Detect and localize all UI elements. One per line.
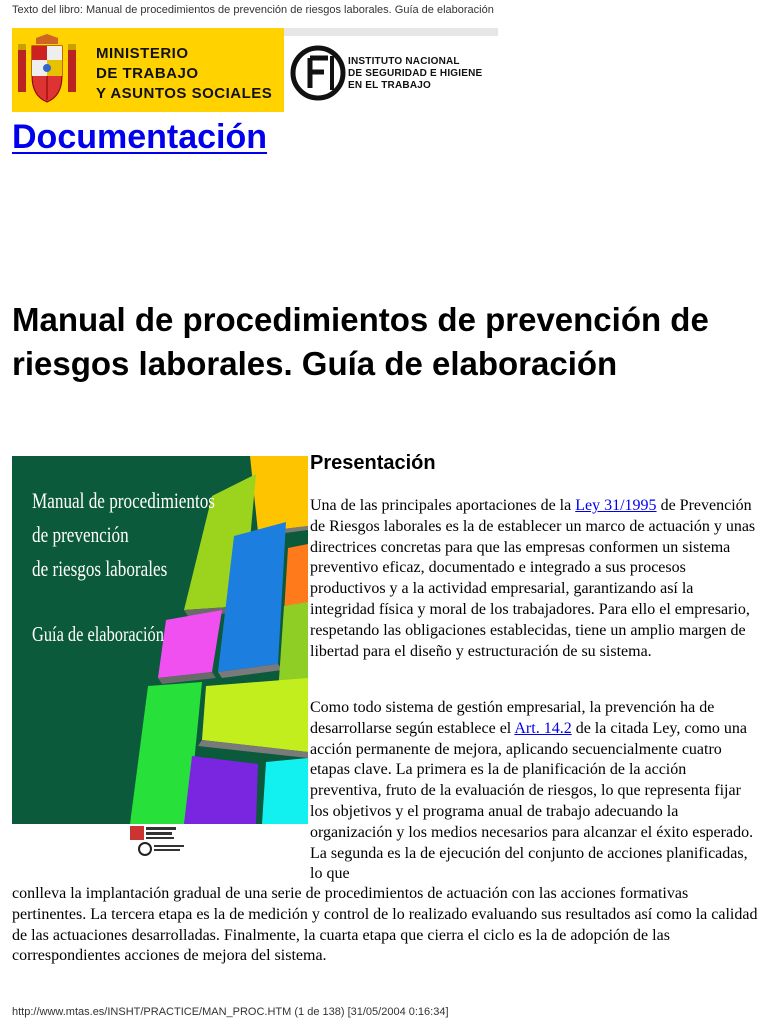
ministry-logo-block [12,28,284,112]
paragraph-2-text-a: Como todo sistema de gestión empresarial, la prevención ha de desarrollarse según establece el [310,699,715,737]
paragraph-1-text-a: Una de las principales aportaciones de la [310,497,576,514]
paragraph-2-text-b: de la citada Ley, como una acción permanente de mejora, aplicando secuencialmente cuatro etapas clave. La primera es la de planificación de la acción preventiva, fruto de la evaluación de riesgos, lo que representa fijar los objetivos y el programa anual de trabajo adecuando la organización y los medios necesarios para alcanzar el éxito esperado. La segunda es la de ejecución del conjunto de acciones planificadas, lo que [310,719,754,883]
ley-31-1995-link[interactable]: Ley 31/1995 [575,497,657,514]
page-title: Manual de procedimientos de prevención de riesgos laborales. Guía de elaboración [12,301,709,382]
paragraph-3: conlleva la implantación gradual de una serie de procedimientos de actuación con las acciones formativas pertinentes. La tercera etapa es la de medición y control de lo realizado evaluando sus resultados así como la calidad de las actuaciones desarrolladas. Finalmente, la cuarta etapa que cierra el ciclo es la de adopción de las correspondientes acciones de mejora del sistema. [12,885,758,965]
ministry-line-2: DE TRABAJO [96,65,199,82]
cover-title-line-2: de prevención [32,522,129,547]
insht-emblem-icon [288,44,348,102]
cover-title-line-1: Manual de procedimientos [32,488,215,513]
header-book-title: Texto del libro: Manual de procedimientos de prevención de riesgos laborales. Guía de elaboración [12,4,494,16]
cover-title-line-3: de riesgos laborales [32,556,168,581]
insht-line-1: INSTITUTO NACIONAL [348,56,460,67]
section-heading-presentacion: Presentación [310,452,436,474]
ministry-line-1: MINISTERIO [96,45,189,62]
book-cover-image [12,456,308,856]
art-14-2-link[interactable]: Art. 14.2 [514,719,572,737]
insht-name [348,56,482,92]
insht-line-3: EN EL TRABAJO [348,80,431,91]
cover-title [32,484,215,586]
cover-subtitle: Guía de elaboración [32,622,164,646]
cover-logo-strip [12,824,308,856]
paragraph-2 [310,698,758,885]
paragraph-1 [310,496,758,662]
paragraph-1-text-b: de Prevención de Riesgos laborales es la de establecer un marco de actuación y unas directrices concretas para que las empresas conformen un sistema preventivo eficaz, documentado e integrado a sus procesos productivos y a la actividad empresarial, garantizando así la integridad física y moral de los trabajadores. Para ello el empresario, respetando las obligaciones establecidas, tiene un amplio margen de libertad para el diseño y estructuración de su sistema. [310,497,756,660]
insht-line-2: DE SEGURIDAD E HIGIENE [348,68,483,79]
cover-logos-icon [12,824,308,856]
documentacion-link[interactable]: Documentación [12,118,268,156]
ministry-name [96,44,272,104]
ministry-line-3: Y ASUNTOS SOCIALES [96,85,273,102]
spain-crest-icon [16,34,78,106]
insht-logo-block [288,40,498,106]
footer-url: http://www.mtas.es/INSHT/PRACTICE/MAN_PROC.HTM (1 de 138) [31/05/2004 0:16:34] [12,1006,449,1018]
